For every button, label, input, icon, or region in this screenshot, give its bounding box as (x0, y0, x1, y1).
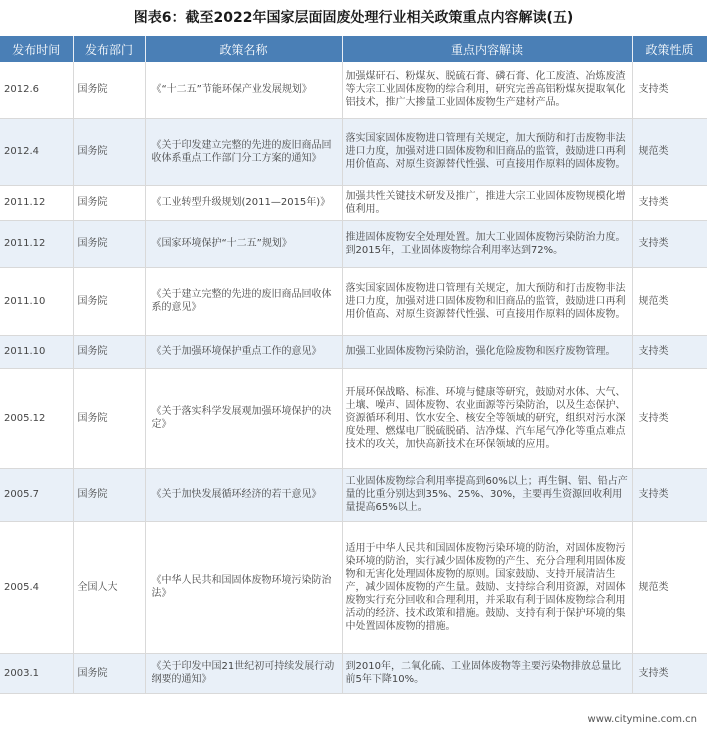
cell-nature: 支持类 (632, 62, 707, 118)
cell-policy-name: 《关于印发建立完整的先进的废旧商品回收体系重点工作部门分工方案的通知》 (145, 118, 342, 185)
cell-dept: 国务院 (73, 267, 145, 335)
cell-dept: 全国人大 (73, 521, 145, 653)
table-row (0, 118, 707, 185)
cell-nature: 支持类 (632, 468, 707, 521)
cell-dept: 国务院 (73, 335, 145, 368)
table-row (0, 185, 707, 220)
cell-content: 加强煤矸石、粉煤灰、脱硫石膏、磷石膏、化工废渣、冶炼废渣等大宗工业固体废物的综合利用，研究完善高铝粉煤灰提取氧化铝技术，推广大掺量工业固体废物生产建材产品。 (342, 62, 632, 118)
cell-policy-name: 《工业转型升级规划(2011—2015年)》 (145, 185, 342, 220)
cell-date: 2005.7 (0, 468, 73, 521)
cell-dept: 国务院 (73, 220, 145, 267)
source-url: www.citymine.com.cn (587, 714, 697, 725)
header-date: 发布时间 (0, 36, 73, 62)
cell-dept: 国务院 (73, 62, 145, 118)
header-nature: 政策性质 (632, 36, 707, 62)
cell-date: 2011.10 (0, 335, 73, 368)
cell-content: 到2010年，二氧化硫、工业固体废物等主要污染物排放总量比前5年下降10%。 (342, 653, 632, 693)
header-content: 重点内容解读 (342, 36, 632, 62)
cell-content: 加强工业固体废物污染防治，强化危险废物和医疗废物管理。 (342, 335, 632, 368)
cell-nature: 支持类 (632, 335, 707, 368)
cell-dept: 国务院 (73, 185, 145, 220)
table-row (0, 62, 707, 118)
cell-policy-name: 《关于加快发展循环经济的若干意见》 (145, 468, 342, 521)
cell-nature: 支持类 (632, 185, 707, 220)
cell-content: 开展环保战略、标准、环境与健康等研究，鼓励对水体、大气、土壤、噪声、固体废物、农业面源等污染防治，以及生态保护、资源循环利用、饮水安全、核安全等领域的研究，组织对污水深度处理、燃煤电厂脱硫脱硝、洁净煤、汽车尾气净化等重点难点技术的攻关，加快高新技术在环保领域的应用。 (342, 368, 632, 468)
cell-content: 加强共性关键技术研发及推广，推进大宗工业固体废物规模化增值利用。 (342, 185, 632, 220)
table-row (0, 521, 707, 653)
cell-date: 2005.4 (0, 521, 73, 653)
cell-nature: 支持类 (632, 653, 707, 693)
cell-dept: 国务院 (73, 653, 145, 693)
cell-date: 2012.6 (0, 62, 73, 118)
cell-policy-name: 《关于落实科学发展观加强环境保护的决定》 (145, 368, 342, 468)
cell-nature: 支持类 (632, 220, 707, 267)
page-title: 图表6：截至2022年国家层面固废处理行业相关政策重点内容解读(五) (133, 10, 574, 26)
cell-policy-name: 《关于加强环境保护重点工作的意见》 (145, 335, 342, 368)
cell-policy-name: 《关于印发中国21世纪初可持续发展行动纲要的通知》 (145, 653, 342, 693)
cell-nature: 规范类 (632, 118, 707, 185)
table-row (0, 220, 707, 267)
policy-table (0, 36, 707, 694)
cell-policy-name: 《“十二五”节能环保产业发展规划》 (145, 62, 342, 118)
cell-dept: 国务院 (73, 118, 145, 185)
cell-nature: 规范类 (632, 267, 707, 335)
cell-content: 适用于中华人民共和国固体废物污染环境的防治，对固体废物污染环境的防治，实行减少固体废物的产生、充分合理利用固体废物和无害化处理固体废物的原则。国家鼓励、支持开展清洁生产，减少固体废物的产生量。鼓励、支持综合利用资源，对固体废物实行充分回收和合理利用，并采取有利于固体废物综合利用活动的经济、技术政策和措施。鼓励、支持有利于保护环境的集中处置固体废物的措施。 (342, 521, 632, 653)
cell-content: 落实国家固体废物进口管理有关规定，加大预防和打击废物非法进口力度，加强对进口固体废物和旧商品的监管，鼓励进口再利用价值高、对原生资源替代性强、可直接用作原料的固体废物。 (342, 267, 632, 335)
cell-dept: 国务院 (73, 368, 145, 468)
cell-content: 工业固体废物综合利用率提高到60%以上；再生铜、铝、铅占产量的比重分别达到35%、25%、30%，主要再生资源回收利用量提高65%以上。 (342, 468, 632, 521)
header-dept: 发布部门 (73, 36, 145, 62)
cell-policy-name: 《关于建立完整的先进的废旧商品回收体系的意见》 (145, 267, 342, 335)
cell-policy-name: 《中华人民共和国固体废物环境污染防治法》 (145, 521, 342, 653)
table-row (0, 653, 707, 693)
cell-policy-name: 《国家环境保护“十二五”规划》 (145, 220, 342, 267)
table-header-row (0, 36, 707, 62)
table-row (0, 368, 707, 468)
table-row (0, 267, 707, 335)
cell-content: 推进固体废物安全处理处置。加大工业固体废物污染防治力度。到2015年，工业固体废物综合利用率达到72%。 (342, 220, 632, 267)
cell-date: 2005.12 (0, 368, 73, 468)
cell-date: 2003.1 (0, 653, 73, 693)
cell-nature: 支持类 (632, 368, 707, 468)
cell-date: 2012.4 (0, 118, 73, 185)
cell-dept: 国务院 (73, 468, 145, 521)
cell-nature: 规范类 (632, 521, 707, 653)
cell-date: 2011.12 (0, 220, 73, 267)
cell-date: 2011.12 (0, 185, 73, 220)
cell-content: 落实国家固体废物进口管理有关规定，加大预防和打击废物非法进口力度，加强对进口固体废物和旧商品的监管，鼓励进口再利用价值高、对原生资源替代性强、可直接用作原料的固体废物。 (342, 118, 632, 185)
cell-date: 2011.10 (0, 267, 73, 335)
table-row (0, 335, 707, 368)
table-row (0, 468, 707, 521)
header-name: 政策名称 (145, 36, 342, 62)
